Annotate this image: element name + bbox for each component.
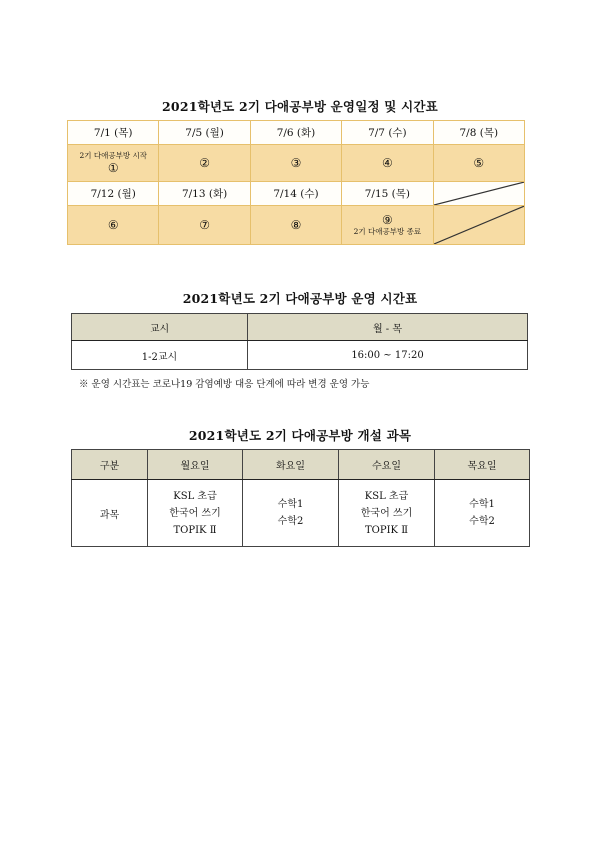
- date-cell: 7/1 (목): [68, 121, 159, 145]
- subject-item: 한국어 쓰기: [169, 507, 221, 519]
- row-label-cell: 과목: [72, 480, 148, 547]
- header-cell: 교시: [72, 314, 248, 341]
- subject-item: 수학1: [277, 499, 304, 510]
- date-cell: 7/15 (목): [342, 182, 433, 206]
- week1-date-row: [68, 121, 525, 145]
- empty-diagonal-cell: [433, 206, 524, 245]
- session-cell: [250, 145, 341, 182]
- subjects-title: 2021학년도 2기 다애공부방 개설 과목: [188, 428, 412, 443]
- subject-item: KSL 초급: [364, 490, 409, 502]
- session-number: ⑥: [107, 218, 119, 232]
- subject-item: KSL 초급: [173, 490, 217, 502]
- subjects-table: [71, 449, 530, 547]
- session-number: ③: [290, 156, 302, 170]
- subject-item: TOPIK Ⅱ: [365, 524, 408, 536]
- timetable: [71, 313, 528, 370]
- header-cell: 수요일: [339, 450, 435, 480]
- session-note: 2기 다애공부방 시작: [79, 151, 147, 160]
- subject-item: 한국어 쓰기: [360, 507, 413, 519]
- monday-cell: [148, 480, 243, 547]
- table-row: [72, 341, 528, 370]
- timetable-header-row: [72, 314, 528, 341]
- session-cell: [433, 145, 524, 182]
- header-cell: 월요일: [148, 450, 243, 480]
- date-cell: 7/7 (수): [342, 121, 433, 145]
- session-cell: [68, 145, 159, 182]
- session-cell: [159, 206, 250, 245]
- date-cell: 7/8 (목): [433, 121, 524, 145]
- diagonal-line: [434, 206, 524, 244]
- header-cell: 목요일: [435, 450, 530, 480]
- tuesday-cell: [243, 480, 339, 547]
- session-note: 2기 다애공부방 종료: [353, 227, 422, 236]
- date-cell: 7/5 (월): [159, 121, 250, 145]
- time-cell: 16:00 ~ 17:20: [248, 341, 528, 370]
- session-number: ⑦: [199, 218, 210, 232]
- subject-item: TOPIK Ⅱ: [173, 524, 217, 536]
- timetable-title: 2021학년도 2기 다애공부방 운영 시간표: [182, 291, 418, 306]
- header-cell: 구분: [72, 450, 148, 480]
- session-cell: [68, 206, 159, 245]
- session-cell: [342, 206, 433, 245]
- week2-date-row: [68, 182, 525, 206]
- session-cell: [342, 145, 433, 182]
- subjects-header-row: [72, 450, 530, 480]
- date-cell: 7/13 (화): [159, 182, 250, 206]
- date-cell: 7/12 (월): [68, 182, 159, 206]
- session-cell: [159, 145, 250, 182]
- subject-item: 수학2: [277, 516, 304, 527]
- diagonal-line: [434, 182, 524, 205]
- subject-item: 수학1: [469, 499, 495, 510]
- session-number: ①: [107, 161, 119, 175]
- session-number: ⑧: [290, 218, 302, 232]
- schedule-title: 2021학년도 2기 다애공부방 운영일정 및 시간표: [162, 99, 438, 114]
- week1-session-row: [68, 145, 525, 182]
- subject-item: 수학2: [469, 516, 495, 527]
- session-number: ④: [381, 156, 393, 170]
- period-cell: 1-2교시: [72, 341, 248, 370]
- schedule-table: [67, 120, 525, 245]
- date-cell: 7/14 (수): [250, 182, 341, 206]
- session-number: ⑤: [473, 156, 485, 170]
- header-cell: 월 - 목: [248, 314, 528, 341]
- session-number: ②: [199, 156, 210, 170]
- session-cell: [250, 206, 341, 245]
- wednesday-cell: [339, 480, 435, 547]
- session-number: ⑨: [381, 213, 393, 227]
- date-cell: 7/6 (화): [250, 121, 341, 145]
- thursday-cell: [435, 480, 530, 547]
- empty-diagonal-cell: [433, 182, 524, 206]
- week2-session-row: [68, 206, 525, 245]
- table-row: [72, 480, 530, 547]
- header-cell: 화요일: [243, 450, 339, 480]
- footnote: ※ 운영 시간표는 코로나19 감염예방 대응 단계에 따라 변경 운영 가능: [79, 379, 370, 390]
